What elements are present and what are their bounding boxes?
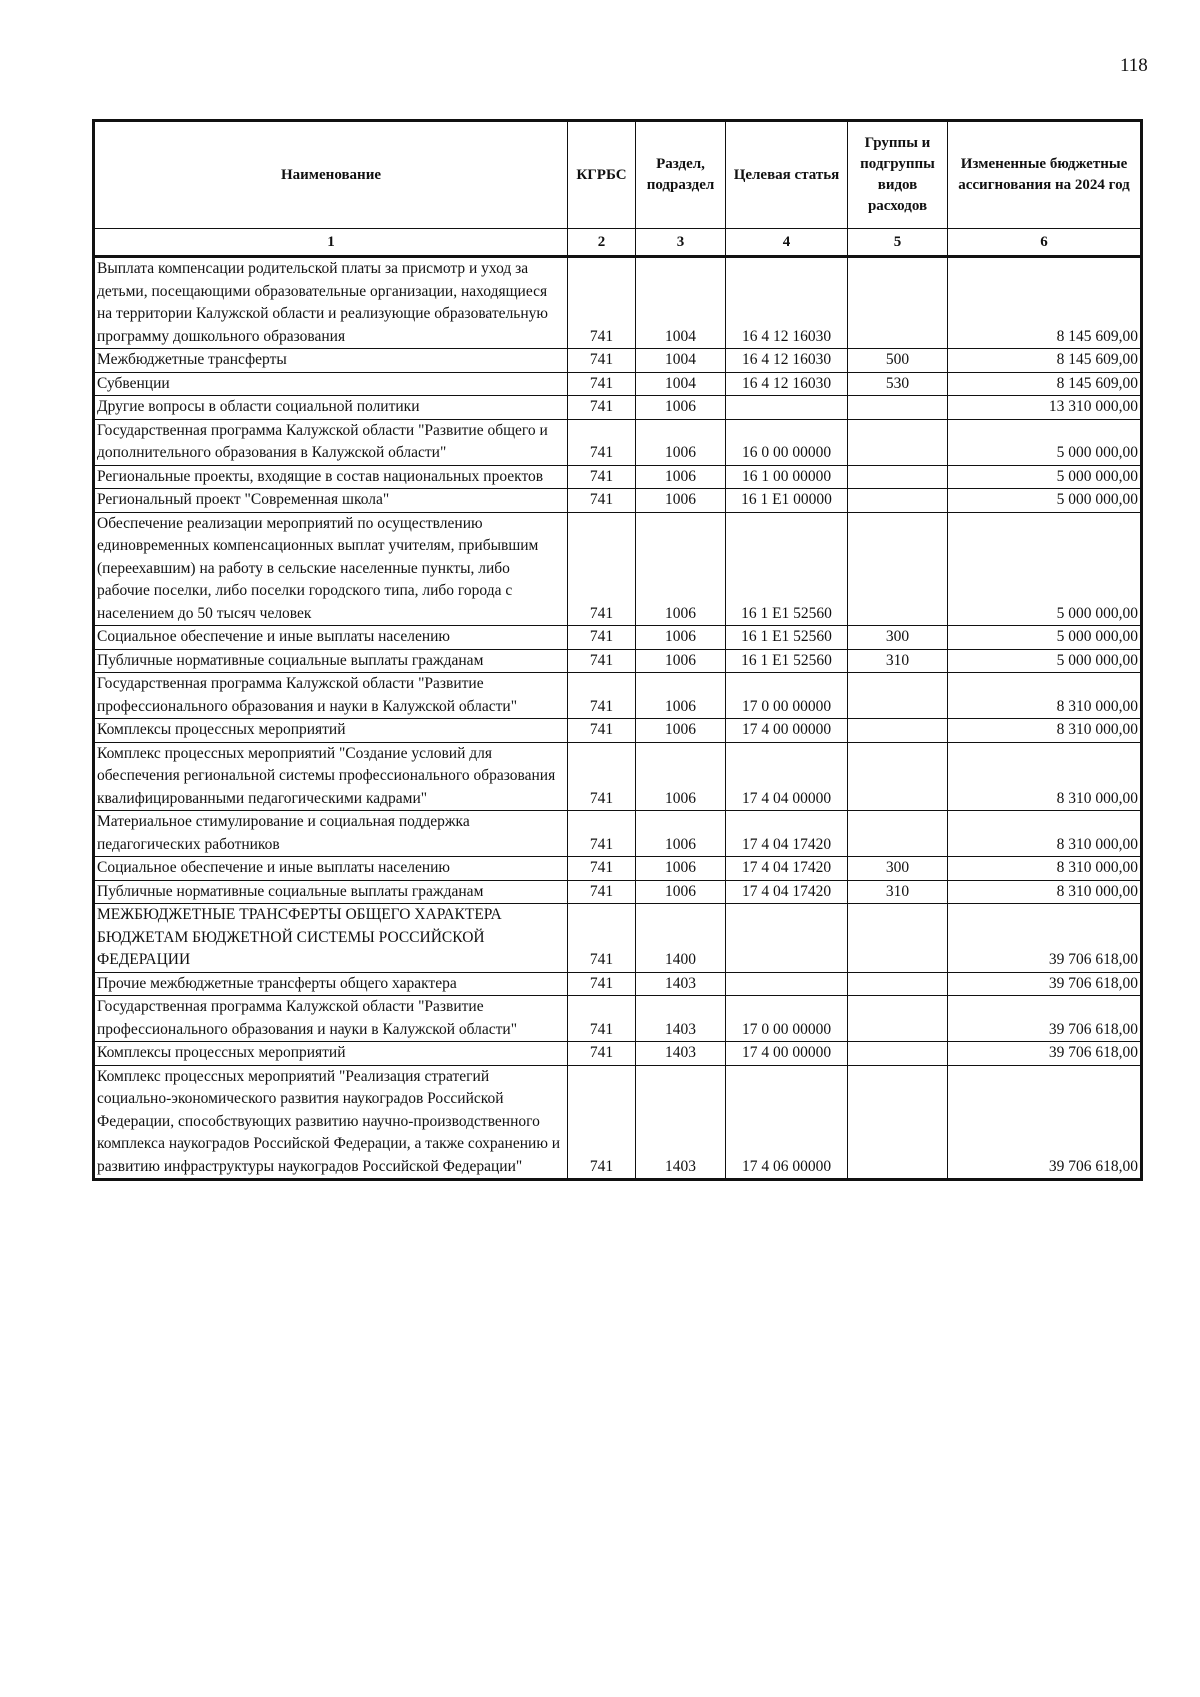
- row-name: МЕЖБЮДЖЕТНЫЕ ТРАНСФЕРТЫ ОБЩЕГО ХАРАКТЕРА БЮДЖЕТАМ БЮДЖЕТНОЙ СИСТЕМЫ РОССИЙСКОЙ ФЕДЕРАЦИИ: [94, 904, 568, 973]
- row-group: 300: [848, 626, 948, 650]
- row-section: 1004: [636, 349, 726, 373]
- column-number: 2: [568, 229, 636, 257]
- row-target: 17 4 06 00000: [726, 1065, 848, 1180]
- row-name: Субвенции: [94, 372, 568, 396]
- row-group: [848, 719, 948, 743]
- row-name: Комплекс процессных мероприятий "Создание условий для обеспечения региональной системы профессионального образования квалифицированными педагогическими кадрами": [94, 742, 568, 811]
- column-number: 1: [94, 229, 568, 257]
- row-target: 16 1 Е1 52560: [726, 626, 848, 650]
- header-amount: Измененные бюджетные ассигнования на 2024 год: [948, 121, 1142, 229]
- row-name: Другие вопросы в области социальной политики: [94, 396, 568, 420]
- table-row: [94, 742, 1142, 811]
- row-kgrbs: 741: [568, 673, 636, 719]
- row-group: [848, 972, 948, 996]
- row-kgrbs: 741: [568, 904, 636, 973]
- table-row: [94, 1042, 1142, 1066]
- row-kgrbs: 741: [568, 880, 636, 904]
- row-kgrbs: 741: [568, 972, 636, 996]
- row-amount: 39 706 618,00: [948, 1065, 1142, 1180]
- row-section: 1403: [636, 996, 726, 1042]
- header-target: Целевая статья: [726, 121, 848, 229]
- row-target: 16 1 Е1 00000: [726, 489, 848, 513]
- row-section: 1006: [636, 512, 726, 626]
- table-row: [94, 972, 1142, 996]
- row-group: 310: [848, 649, 948, 673]
- row-kgrbs: 741: [568, 396, 636, 420]
- table-row: [94, 719, 1142, 743]
- row-group: [848, 489, 948, 513]
- row-amount: 5 000 000,00: [948, 626, 1142, 650]
- row-target: [726, 904, 848, 973]
- table-row: [94, 649, 1142, 673]
- column-number: 6: [948, 229, 1142, 257]
- row-kgrbs: 741: [568, 257, 636, 349]
- column-number: 5: [848, 229, 948, 257]
- row-amount: 5 000 000,00: [948, 489, 1142, 513]
- table-row: [94, 489, 1142, 513]
- row-group: 300: [848, 857, 948, 881]
- row-amount: 8 310 000,00: [948, 719, 1142, 743]
- table-row: [94, 419, 1142, 465]
- row-kgrbs: 741: [568, 649, 636, 673]
- row-group: [848, 396, 948, 420]
- row-name: Комплексы процессных мероприятий: [94, 719, 568, 743]
- row-amount: 39 706 618,00: [948, 972, 1142, 996]
- row-section: 1403: [636, 1042, 726, 1066]
- column-number-row: [94, 229, 1142, 257]
- row-kgrbs: 741: [568, 626, 636, 650]
- row-amount: 8 145 609,00: [948, 372, 1142, 396]
- page-number: 118: [1120, 55, 1148, 76]
- row-group: [848, 512, 948, 626]
- row-amount: 8 145 609,00: [948, 349, 1142, 373]
- row-group: [848, 257, 948, 349]
- row-target: 17 4 00 00000: [726, 1042, 848, 1066]
- row-name: Выплата компенсации родительской платы за присмотр и уход за детьми, посещающими образовательные организации, находящиеся на территории Калужской области и реализующие образовательную программу дошкольного образования: [94, 257, 568, 349]
- row-section: 1006: [636, 880, 726, 904]
- row-group: [848, 1065, 948, 1180]
- row-amount: 39 706 618,00: [948, 996, 1142, 1042]
- row-target: 16 4 12 16030: [726, 349, 848, 373]
- row-kgrbs: 741: [568, 465, 636, 489]
- row-amount: 13 310 000,00: [948, 396, 1142, 420]
- header-kgrbs: КГРБС: [568, 121, 636, 229]
- row-amount: 39 706 618,00: [948, 904, 1142, 973]
- budget-table: [92, 119, 1143, 1181]
- column-number: 3: [636, 229, 726, 257]
- row-amount: 8 310 000,00: [948, 811, 1142, 857]
- row-group: 310: [848, 880, 948, 904]
- row-kgrbs: 741: [568, 811, 636, 857]
- table-row: [94, 1065, 1142, 1180]
- row-kgrbs: 741: [568, 742, 636, 811]
- row-target: 16 1 Е1 52560: [726, 512, 848, 626]
- header-groups: Группы и подгруппы видов расходов: [848, 121, 948, 229]
- row-target: [726, 396, 848, 420]
- row-target: 17 0 00 00000: [726, 673, 848, 719]
- row-section: 1006: [636, 811, 726, 857]
- row-kgrbs: 741: [568, 349, 636, 373]
- row-name: Обеспечение реализации мероприятий по осуществлению единовременных компенсационных выплат учителям, прибывшим (переехавшим) на работу в сельские населенные пункты, либо рабочие поселки, либо поселки городского типа, либо города с населением до 50 тысяч человек: [94, 512, 568, 626]
- row-section: 1403: [636, 972, 726, 996]
- table-row: [94, 372, 1142, 396]
- row-kgrbs: 741: [568, 512, 636, 626]
- row-amount: 8 310 000,00: [948, 880, 1142, 904]
- row-kgrbs: 741: [568, 419, 636, 465]
- row-target: [726, 972, 848, 996]
- row-group: [848, 742, 948, 811]
- table-row: [94, 673, 1142, 719]
- row-amount: 5 000 000,00: [948, 465, 1142, 489]
- row-name: Комплексы процессных мероприятий: [94, 1042, 568, 1066]
- table-row: [94, 880, 1142, 904]
- row-target: 17 4 04 00000: [726, 742, 848, 811]
- row-group: [848, 673, 948, 719]
- row-group: [848, 811, 948, 857]
- row-section: 1006: [636, 719, 726, 743]
- row-amount: 39 706 618,00: [948, 1042, 1142, 1066]
- row-section: 1006: [636, 419, 726, 465]
- row-name: Комплекс процессных мероприятий "Реализация стратегий социально-экономического развития наукоградов Российской Федерации, способствующих развитию научно-производственного комплекса наукоградов Российской Федерации, а также сохранению и развитию инфраструктуры наукоградов Российской Федерации": [94, 1065, 568, 1180]
- row-target: 17 4 04 17420: [726, 811, 848, 857]
- row-amount: 8 145 609,00: [948, 257, 1142, 349]
- table-header-row: [94, 121, 1142, 229]
- header-name: Наименование: [94, 121, 568, 229]
- row-name: Межбюджетные трансферты: [94, 349, 568, 373]
- table-row: [94, 465, 1142, 489]
- table-row: [94, 349, 1142, 373]
- row-target: 17 4 04 17420: [726, 880, 848, 904]
- row-section: 1400: [636, 904, 726, 973]
- row-section: 1006: [636, 396, 726, 420]
- row-name: Публичные нормативные социальные выплаты гражданам: [94, 649, 568, 673]
- table-row: [94, 626, 1142, 650]
- table-row: [94, 904, 1142, 973]
- row-kgrbs: 741: [568, 996, 636, 1042]
- row-kgrbs: 741: [568, 857, 636, 881]
- row-kgrbs: 741: [568, 1065, 636, 1180]
- row-amount: 5 000 000,00: [948, 512, 1142, 626]
- header-section: Раздел, подраздел: [636, 121, 726, 229]
- row-amount: 5 000 000,00: [948, 419, 1142, 465]
- row-group: [848, 1042, 948, 1066]
- table-row: [94, 811, 1142, 857]
- row-name: Социальное обеспечение и иные выплаты населению: [94, 857, 568, 881]
- row-target: 17 4 04 17420: [726, 857, 848, 881]
- row-name: Государственная программа Калужской области "Развитие общего и дополнительного образования в Калужской области": [94, 419, 568, 465]
- row-section: 1403: [636, 1065, 726, 1180]
- table-row: [94, 257, 1142, 349]
- row-amount: 8 310 000,00: [948, 857, 1142, 881]
- row-section: 1006: [636, 673, 726, 719]
- table-row: [94, 396, 1142, 420]
- row-amount: 8 310 000,00: [948, 742, 1142, 811]
- row-target: 17 0 00 00000: [726, 996, 848, 1042]
- row-section: 1006: [636, 857, 726, 881]
- row-target: 16 4 12 16030: [726, 257, 848, 349]
- table-row: [94, 512, 1142, 626]
- row-name: Материальное стимулирование и социальная поддержка педагогических работников: [94, 811, 568, 857]
- row-section: 1006: [636, 742, 726, 811]
- row-section: 1006: [636, 649, 726, 673]
- row-amount: 8 310 000,00: [948, 673, 1142, 719]
- row-name: Прочие межбюджетные трансферты общего характера: [94, 972, 568, 996]
- row-kgrbs: 741: [568, 1042, 636, 1066]
- row-group: 530: [848, 372, 948, 396]
- row-group: 500: [848, 349, 948, 373]
- table-row: [94, 857, 1142, 881]
- row-kgrbs: 741: [568, 719, 636, 743]
- column-number: 4: [726, 229, 848, 257]
- row-section: 1004: [636, 257, 726, 349]
- row-group: [848, 904, 948, 973]
- row-group: [848, 996, 948, 1042]
- row-name: Региональный проект "Современная школа": [94, 489, 568, 513]
- table-row: [94, 996, 1142, 1042]
- row-target: 17 4 00 00000: [726, 719, 848, 743]
- row-section: 1006: [636, 489, 726, 513]
- row-group: [848, 465, 948, 489]
- row-kgrbs: 741: [568, 489, 636, 513]
- row-section: 1004: [636, 372, 726, 396]
- row-group: [848, 419, 948, 465]
- row-target: 16 1 Е1 52560: [726, 649, 848, 673]
- row-section: 1006: [636, 465, 726, 489]
- row-name: Государственная программа Калужской области "Развитие профессионального образования и науки в Калужской области": [94, 673, 568, 719]
- row-target: 16 4 12 16030: [726, 372, 848, 396]
- row-amount: 5 000 000,00: [948, 649, 1142, 673]
- row-name: Государственная программа Калужской области "Развитие профессионального образования и науки в Калужской области": [94, 996, 568, 1042]
- row-kgrbs: 741: [568, 372, 636, 396]
- row-name: Региональные проекты, входящие в состав национальных проектов: [94, 465, 568, 489]
- row-name: Социальное обеспечение и иные выплаты населению: [94, 626, 568, 650]
- row-section: 1006: [636, 626, 726, 650]
- row-target: 16 0 00 00000: [726, 419, 848, 465]
- row-target: 16 1 00 00000: [726, 465, 848, 489]
- row-name: Публичные нормативные социальные выплаты гражданам: [94, 880, 568, 904]
